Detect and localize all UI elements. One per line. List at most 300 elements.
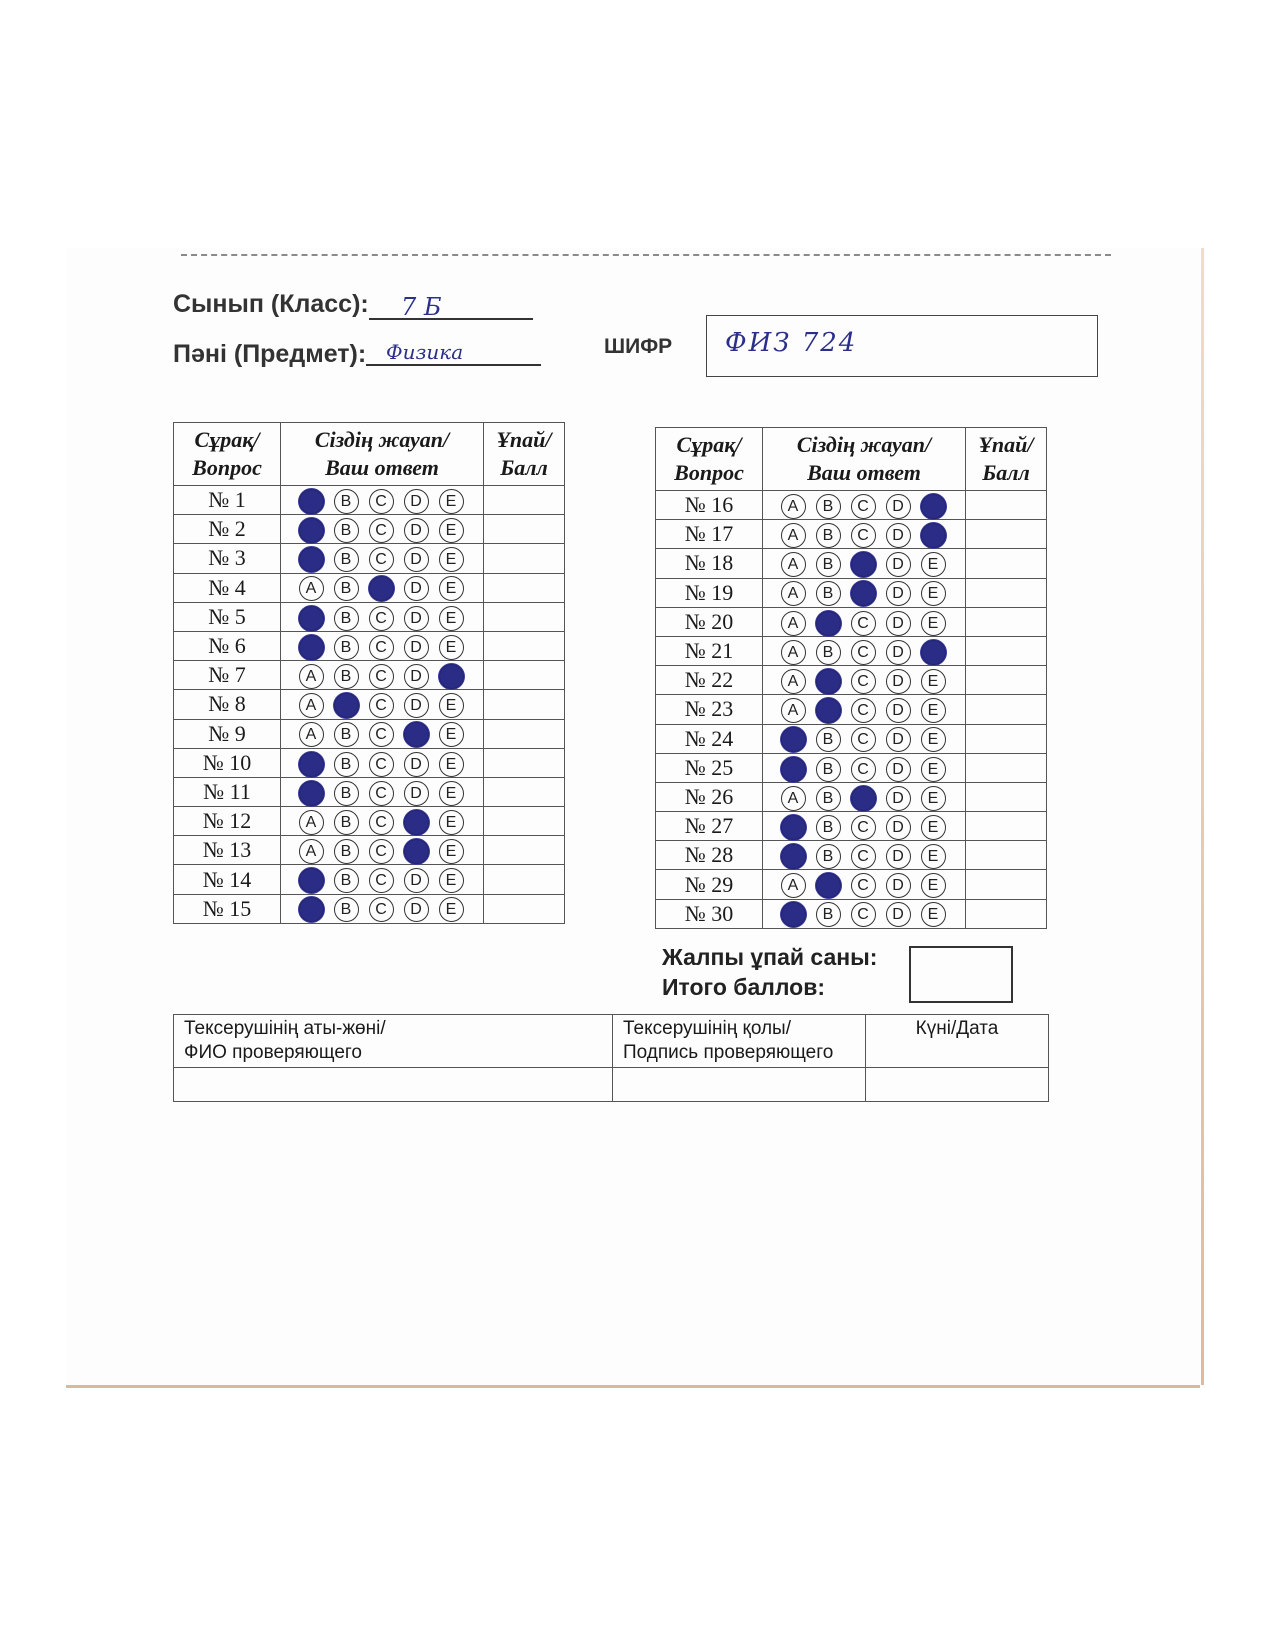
- option-bubble-c[interactable]: C: [369, 897, 394, 922]
- question-row: [656, 491, 1047, 520]
- score-cell[interactable]: [966, 753, 1047, 782]
- score-cell[interactable]: [484, 602, 565, 631]
- option-bubble-b[interactable]: [816, 611, 841, 636]
- option-bubble-c[interactable]: C: [369, 547, 394, 572]
- option-bubble-b[interactable]: B: [334, 606, 359, 631]
- question-row: [174, 573, 565, 602]
- option-bubble-b[interactable]: [334, 693, 359, 718]
- answer-options: [763, 899, 966, 928]
- question-row: [656, 870, 1047, 899]
- option-bubble-b[interactable]: B: [334, 635, 359, 660]
- answer-options: [763, 491, 966, 520]
- header-question-line2: Вопрос: [674, 460, 744, 485]
- score-cell[interactable]: [966, 812, 1047, 841]
- question-row: [174, 777, 565, 806]
- question-number: № 30: [656, 899, 763, 928]
- option-bubble-b[interactable]: B: [816, 786, 841, 811]
- answer-options: [763, 870, 966, 899]
- score-cell[interactable]: [484, 661, 565, 690]
- option-bubble-e[interactable]: E: [921, 727, 946, 752]
- option-bubble-e[interactable]: [921, 640, 946, 665]
- option-bubble-a[interactable]: [299, 489, 324, 514]
- option-bubble-c[interactable]: C: [369, 518, 394, 543]
- option-bubble-e[interactable]: E: [921, 698, 946, 723]
- option-bubble-c[interactable]: C: [851, 640, 876, 665]
- option-bubble-d[interactable]: D: [404, 518, 429, 543]
- inspector-signature-line2: Подпись проверяющего: [623, 1042, 834, 1063]
- header-answer-line1: Сіздің жауап/: [314, 427, 450, 452]
- option-bubble-c[interactable]: C: [851, 698, 876, 723]
- score-cell[interactable]: [484, 865, 565, 894]
- question-row: [174, 602, 565, 631]
- score-cell[interactable]: [966, 695, 1047, 724]
- option-bubble-d[interactable]: D: [886, 523, 911, 548]
- score-cell[interactable]: [966, 491, 1047, 520]
- score-cell[interactable]: [484, 807, 565, 836]
- option-bubble-d[interactable]: D: [886, 815, 911, 840]
- option-bubble-a[interactable]: [299, 752, 324, 777]
- answer-options: [763, 666, 966, 695]
- question-row: [174, 719, 565, 748]
- class-label: Сынып (Класс):: [173, 290, 369, 318]
- question-row: [174, 690, 565, 719]
- option-bubble-b[interactable]: B: [334, 897, 359, 922]
- option-bubble-e[interactable]: E: [921, 581, 946, 606]
- question-number: № 18: [656, 549, 763, 578]
- question-number: № 29: [656, 870, 763, 899]
- option-bubble-b[interactable]: [816, 873, 841, 898]
- score-cell[interactable]: [966, 782, 1047, 811]
- inspector-signature-cell[interactable]: [613, 1068, 866, 1102]
- option-bubble-d[interactable]: [404, 722, 429, 747]
- answer-options: [763, 549, 966, 578]
- signature-table: [173, 1014, 1049, 1102]
- question-row: [174, 544, 565, 573]
- question-row: [656, 607, 1047, 636]
- option-bubble-a[interactable]: A: [781, 552, 806, 577]
- answer-options: [281, 748, 484, 777]
- option-bubble-d[interactable]: D: [404, 576, 429, 601]
- question-number: № 21: [656, 636, 763, 665]
- answer-options: [763, 724, 966, 753]
- option-bubble-a[interactable]: [299, 868, 324, 893]
- option-bubble-b[interactable]: B: [334, 489, 359, 514]
- option-bubble-d[interactable]: D: [404, 664, 429, 689]
- question-number: № 16: [656, 491, 763, 520]
- option-bubble-c[interactable]: C: [369, 781, 394, 806]
- option-bubble-a[interactable]: A: [299, 576, 324, 601]
- option-bubble-b[interactable]: B: [816, 844, 841, 869]
- question-number: № 26: [656, 782, 763, 811]
- answer-options: [281, 486, 484, 515]
- question-row: [174, 515, 565, 544]
- option-bubble-e[interactable]: E: [439, 810, 464, 835]
- option-bubble-b[interactable]: B: [334, 722, 359, 747]
- option-bubble-d[interactable]: D: [886, 581, 911, 606]
- inspector-name-line2: ФИО проверяющего: [184, 1042, 362, 1063]
- option-bubble-e[interactable]: E: [439, 897, 464, 922]
- option-bubble-d[interactable]: D: [886, 698, 911, 723]
- question-number: № 2: [174, 515, 281, 544]
- option-bubble-c[interactable]: [851, 552, 876, 577]
- option-bubble-d[interactable]: D: [404, 781, 429, 806]
- option-bubble-a[interactable]: [299, 635, 324, 660]
- option-bubble-a[interactable]: A: [299, 839, 324, 864]
- header-answer-line2: Ваш ответ: [807, 460, 921, 485]
- option-bubble-e[interactable]: E: [439, 518, 464, 543]
- answer-options: [281, 661, 484, 690]
- answer-options: [281, 602, 484, 631]
- question-row: [656, 782, 1047, 811]
- answer-options: [763, 636, 966, 665]
- question-number: № 6: [174, 631, 281, 660]
- option-bubble-e[interactable]: E: [921, 552, 946, 577]
- question-row: [174, 486, 565, 515]
- inspector-signature-header: [613, 1015, 866, 1068]
- option-bubble-b[interactable]: B: [334, 547, 359, 572]
- option-bubble-c[interactable]: C: [851, 669, 876, 694]
- answer-options: [281, 719, 484, 748]
- option-bubble-d[interactable]: D: [404, 606, 429, 631]
- question-row: [656, 812, 1047, 841]
- question-row: [656, 695, 1047, 724]
- option-bubble-c[interactable]: C: [369, 810, 394, 835]
- option-bubble-a[interactable]: [299, 547, 324, 572]
- option-bubble-a[interactable]: [781, 902, 806, 927]
- option-bubble-c[interactable]: C: [369, 664, 394, 689]
- option-bubble-d[interactable]: D: [886, 727, 911, 752]
- option-bubble-d[interactable]: [404, 810, 429, 835]
- question-number: № 23: [656, 695, 763, 724]
- option-bubble-a[interactable]: A: [781, 669, 806, 694]
- option-bubble-a[interactable]: [781, 844, 806, 869]
- option-bubble-d[interactable]: D: [404, 868, 429, 893]
- option-bubble-c[interactable]: C: [369, 752, 394, 777]
- class-value: 7 Б: [401, 293, 442, 321]
- header-question-line1: Сұрақ/: [676, 432, 742, 457]
- score-cell[interactable]: [484, 544, 565, 573]
- answer-options: [763, 812, 966, 841]
- score-cell[interactable]: [966, 549, 1047, 578]
- question-number: № 9: [174, 719, 281, 748]
- option-bubble-b[interactable]: B: [334, 868, 359, 893]
- question-row: [656, 520, 1047, 549]
- score-cell[interactable]: [966, 841, 1047, 870]
- option-bubble-b[interactable]: B: [334, 781, 359, 806]
- answer-options: [763, 695, 966, 724]
- option-bubble-a[interactable]: A: [781, 494, 806, 519]
- date-cell[interactable]: [866, 1068, 1049, 1102]
- score-cell[interactable]: [484, 515, 565, 544]
- total-score-box[interactable]: [909, 946, 1013, 1003]
- answer-options: [763, 753, 966, 782]
- option-bubble-c[interactable]: C: [851, 873, 876, 898]
- option-bubble-a[interactable]: [781, 757, 806, 782]
- option-bubble-b[interactable]: B: [334, 810, 359, 835]
- option-bubble-d[interactable]: D: [404, 547, 429, 572]
- score-cell[interactable]: [966, 666, 1047, 695]
- option-bubble-e[interactable]: E: [921, 902, 946, 927]
- option-bubble-a[interactable]: [299, 781, 324, 806]
- score-cell[interactable]: [484, 573, 565, 602]
- question-number: № 15: [174, 894, 281, 923]
- inspector-signature-line1: Тексерушінің қолы/: [623, 1018, 791, 1039]
- option-bubble-e[interactable]: E: [439, 547, 464, 572]
- option-bubble-d[interactable]: D: [886, 786, 911, 811]
- option-bubble-d[interactable]: D: [404, 693, 429, 718]
- option-bubble-b[interactable]: B: [816, 523, 841, 548]
- question-number: № 17: [656, 520, 763, 549]
- option-bubble-d[interactable]: D: [886, 873, 911, 898]
- option-bubble-b[interactable]: B: [816, 581, 841, 606]
- question-row: [656, 549, 1047, 578]
- score-cell[interactable]: [966, 899, 1047, 928]
- cipher-value: ФИЗ 724: [725, 328, 858, 358]
- answer-options: [281, 515, 484, 544]
- cipher-label: ШИФР: [604, 335, 673, 358]
- answer-options: [281, 690, 484, 719]
- score-cell[interactable]: [966, 636, 1047, 665]
- header-question: [174, 423, 281, 486]
- answer-options: [281, 865, 484, 894]
- option-bubble-c[interactable]: C: [369, 722, 394, 747]
- header-question: [656, 428, 763, 491]
- option-bubble-a[interactable]: A: [781, 698, 806, 723]
- option-bubble-e[interactable]: E: [439, 752, 464, 777]
- score-cell[interactable]: [484, 719, 565, 748]
- question-row: [174, 807, 565, 836]
- cipher-field[interactable]: [706, 315, 1098, 377]
- option-bubble-c[interactable]: C: [369, 693, 394, 718]
- subject-value: Физика: [386, 340, 464, 364]
- option-bubble-e[interactable]: E: [439, 781, 464, 806]
- option-bubble-a[interactable]: A: [781, 523, 806, 548]
- question-row: [174, 631, 565, 660]
- option-bubble-c[interactable]: C: [851, 757, 876, 782]
- option-bubble-a[interactable]: A: [781, 873, 806, 898]
- question-row: [174, 661, 565, 690]
- answer-options: [281, 894, 484, 923]
- answer-options: [281, 807, 484, 836]
- option-bubble-b[interactable]: B: [816, 815, 841, 840]
- option-bubble-b[interactable]: B: [816, 757, 841, 782]
- question-row: [656, 724, 1047, 753]
- option-bubble-a[interactable]: A: [299, 722, 324, 747]
- option-bubble-c[interactable]: C: [851, 523, 876, 548]
- question-row: [174, 836, 565, 865]
- score-cell[interactable]: [484, 690, 565, 719]
- option-bubble-a[interactable]: A: [781, 581, 806, 606]
- option-bubble-e[interactable]: E: [921, 611, 946, 636]
- answer-options: [763, 607, 966, 636]
- option-bubble-e[interactable]: E: [439, 693, 464, 718]
- question-row: [174, 865, 565, 894]
- option-bubble-e[interactable]: E: [921, 786, 946, 811]
- question-number: № 3: [174, 544, 281, 573]
- option-bubble-a[interactable]: A: [781, 786, 806, 811]
- option-bubble-c[interactable]: C: [369, 839, 394, 864]
- option-bubble-c[interactable]: C: [851, 494, 876, 519]
- answer-table-left: [173, 422, 565, 924]
- question-number: № 24: [656, 724, 763, 753]
- option-bubble-a[interactable]: [781, 815, 806, 840]
- option-bubble-a[interactable]: [781, 727, 806, 752]
- option-bubble-b[interactable]: B: [334, 664, 359, 689]
- header-answer-line2: Ваш ответ: [325, 455, 439, 480]
- answer-options: [281, 836, 484, 865]
- inspector-name-header: [174, 1015, 613, 1068]
- option-bubble-c[interactable]: C: [851, 844, 876, 869]
- option-bubble-d[interactable]: [404, 839, 429, 864]
- option-bubble-a[interactable]: A: [299, 810, 324, 835]
- option-bubble-c[interactable]: [851, 581, 876, 606]
- question-number: № 10: [174, 748, 281, 777]
- option-bubble-a[interactable]: A: [781, 611, 806, 636]
- option-bubble-c[interactable]: [851, 786, 876, 811]
- score-cell[interactable]: [484, 777, 565, 806]
- option-bubble-d[interactable]: D: [886, 757, 911, 782]
- date-label: Күні/Дата: [915, 1018, 999, 1039]
- score-cell[interactable]: [966, 578, 1047, 607]
- option-bubble-b[interactable]: B: [816, 552, 841, 577]
- option-bubble-e[interactable]: [439, 664, 464, 689]
- score-cell[interactable]: [484, 486, 565, 515]
- question-number: № 25: [656, 753, 763, 782]
- option-bubble-e[interactable]: E: [439, 722, 464, 747]
- score-cell[interactable]: [484, 748, 565, 777]
- option-bubble-a[interactable]: A: [299, 664, 324, 689]
- option-bubble-b[interactable]: B: [334, 576, 359, 601]
- score-cell[interactable]: [966, 607, 1047, 636]
- option-bubble-d[interactable]: D: [886, 640, 911, 665]
- option-bubble-d[interactable]: D: [404, 489, 429, 514]
- option-bubble-c[interactable]: C: [369, 635, 394, 660]
- answer-options: [763, 841, 966, 870]
- option-bubble-b[interactable]: [816, 698, 841, 723]
- subject-label: Пәні (Предмет):: [173, 340, 367, 368]
- option-bubble-d[interactable]: D: [404, 752, 429, 777]
- answer-sheet: [66, 248, 1200, 1388]
- option-bubble-e[interactable]: E: [439, 606, 464, 631]
- option-bubble-d[interactable]: D: [886, 669, 911, 694]
- answer-options: [281, 631, 484, 660]
- header-answer: [281, 423, 484, 486]
- question-number: № 13: [174, 836, 281, 865]
- option-bubble-c[interactable]: C: [369, 868, 394, 893]
- question-number: № 1: [174, 486, 281, 515]
- total-label-kz: Жалпы ұпай саны:: [662, 944, 878, 970]
- header-score-line1: Ұпай/: [978, 432, 1034, 457]
- option-bubble-e[interactable]: E: [921, 815, 946, 840]
- option-bubble-d[interactable]: D: [886, 611, 911, 636]
- answer-options: [763, 578, 966, 607]
- question-row: [656, 636, 1047, 665]
- option-bubble-d[interactable]: D: [886, 844, 911, 869]
- option-bubble-c[interactable]: C: [369, 606, 394, 631]
- answer-options: [281, 544, 484, 573]
- option-bubble-b[interactable]: [816, 669, 841, 694]
- option-bubble-a[interactable]: [299, 518, 324, 543]
- option-bubble-b[interactable]: B: [816, 640, 841, 665]
- option-bubble-e[interactable]: E: [921, 669, 946, 694]
- score-cell[interactable]: [484, 631, 565, 660]
- option-bubble-a[interactable]: A: [299, 693, 324, 718]
- header-score-line1: Ұпай/: [496, 427, 552, 452]
- score-cell[interactable]: [966, 870, 1047, 899]
- inspector-name-cell[interactable]: [174, 1068, 613, 1102]
- cut-line: [181, 254, 1111, 256]
- option-bubble-c[interactable]: C: [851, 902, 876, 927]
- option-bubble-c[interactable]: C: [851, 611, 876, 636]
- score-cell[interactable]: [966, 724, 1047, 753]
- option-bubble-c[interactable]: C: [369, 489, 394, 514]
- option-bubble-e[interactable]: E: [921, 757, 946, 782]
- option-bubble-b[interactable]: B: [816, 727, 841, 752]
- class-field[interactable]: [369, 288, 533, 320]
- option-bubble-e[interactable]: E: [439, 576, 464, 601]
- score-cell[interactable]: [484, 836, 565, 865]
- option-bubble-b[interactable]: B: [334, 752, 359, 777]
- question-row: [656, 753, 1047, 782]
- date-header: [866, 1015, 1049, 1068]
- option-bubble-e[interactable]: E: [921, 844, 946, 869]
- option-bubble-e[interactable]: [921, 494, 946, 519]
- option-bubble-e[interactable]: E: [921, 873, 946, 898]
- question-number: № 14: [174, 865, 281, 894]
- question-number: № 19: [656, 578, 763, 607]
- option-bubble-c[interactable]: [369, 576, 394, 601]
- answer-options: [763, 520, 966, 549]
- question-number: № 4: [174, 573, 281, 602]
- option-bubble-a[interactable]: [299, 606, 324, 631]
- option-bubble-a[interactable]: A: [781, 640, 806, 665]
- question-number: № 11: [174, 777, 281, 806]
- total-label-ru: Итого баллов:: [662, 974, 826, 1000]
- option-bubble-b[interactable]: B: [816, 494, 841, 519]
- question-number: № 27: [656, 812, 763, 841]
- question-number: № 5: [174, 602, 281, 631]
- question-number: № 22: [656, 666, 763, 695]
- option-bubble-e[interactable]: E: [439, 489, 464, 514]
- option-bubble-e[interactable]: [921, 523, 946, 548]
- option-bubble-c[interactable]: C: [851, 815, 876, 840]
- score-cell[interactable]: [966, 520, 1047, 549]
- question-number: № 28: [656, 841, 763, 870]
- option-bubble-d[interactable]: D: [404, 897, 429, 922]
- header-score-line2: Балл: [500, 455, 548, 480]
- header-answer: [763, 428, 966, 491]
- question-row: [656, 578, 1047, 607]
- answer-options: [763, 782, 966, 811]
- option-bubble-e[interactable]: E: [439, 635, 464, 660]
- option-bubble-e[interactable]: E: [439, 868, 464, 893]
- option-bubble-b[interactable]: B: [334, 518, 359, 543]
- option-bubble-b[interactable]: B: [816, 902, 841, 927]
- option-bubble-c[interactable]: C: [851, 727, 876, 752]
- option-bubble-d[interactable]: D: [886, 494, 911, 519]
- score-cell[interactable]: [484, 894, 565, 923]
- option-bubble-e[interactable]: E: [439, 839, 464, 864]
- inspector-name-line1: Тексерушінің аты-жөні/: [184, 1018, 386, 1039]
- option-bubble-d[interactable]: D: [404, 635, 429, 660]
- answer-options: [281, 573, 484, 602]
- option-bubble-a[interactable]: [299, 897, 324, 922]
- header-question-line2: Вопрос: [192, 455, 262, 480]
- header-answer-line1: Сіздің жауап/: [796, 432, 932, 457]
- option-bubble-d[interactable]: D: [886, 902, 911, 927]
- option-bubble-b[interactable]: B: [334, 839, 359, 864]
- option-bubble-d[interactable]: D: [886, 552, 911, 577]
